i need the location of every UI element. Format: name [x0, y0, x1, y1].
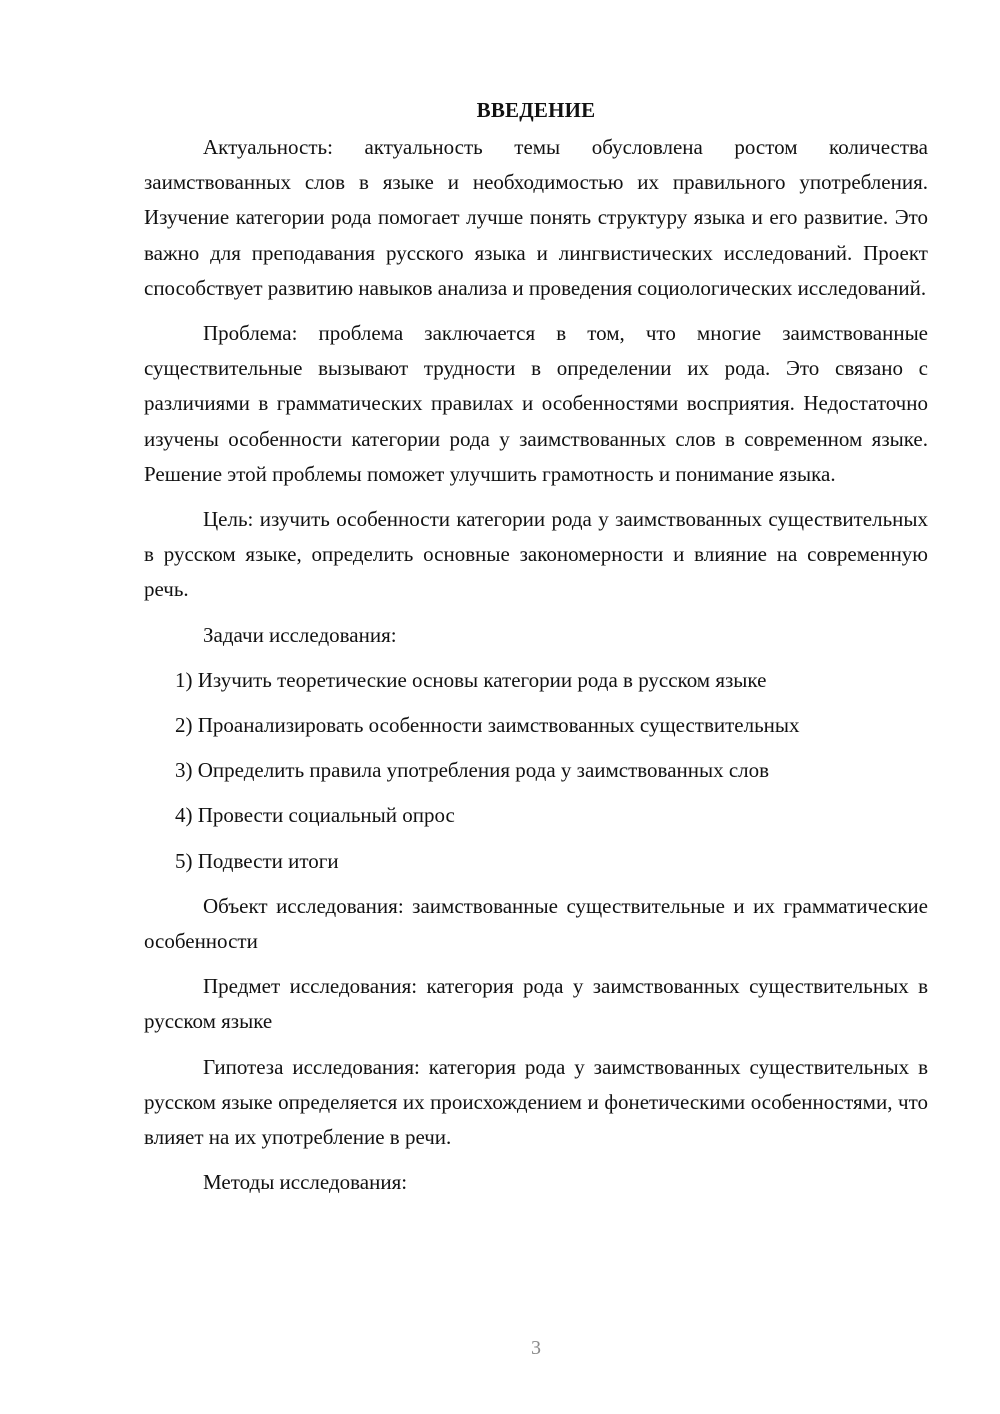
- object-paragraph: Объект исследования: заимствованные существительные и их грамматические особенности: [144, 893, 928, 954]
- methods-title: Методы исследования:: [203, 1170, 408, 1195]
- task-item-5: 5) Подвести итоги: [175, 848, 339, 873]
- tasks-title: Задачи исследования:: [203, 622, 397, 647]
- section-heading: ВВЕДЕНИЕ: [476, 98, 596, 122]
- hypothesis-paragraph: Гипотеза исследования: категория рода у заимствованных существительных в русском языке определяется их происхождением и фонетическими особенностями, что влияет на их употребление в речи.: [144, 1054, 928, 1150]
- page-number: 3: [531, 1337, 541, 1359]
- problem-paragraph: Проблема: проблема заключается в том, что многие заимствованные существительные вызывают трудности в определении их рода. Это связано с различиями в грамматических правилах и особенностями восприятия. Недостаточно изучены особенности категории рода у заимствованных слов в современном языке. Решение этой проблемы поможет улучшить грамотность и понимание языка.: [144, 321, 928, 486]
- task-item-3: 3) Определить правила употребления рода у заимствованных слов: [175, 758, 770, 783]
- task-item-1: 1) Изучить теоретические основы категории рода в русском языке: [175, 667, 767, 692]
- subject-paragraph: Предмет исследования: категория рода у заимствованных существительных в русском языке: [144, 974, 928, 1034]
- page-content: [144, 92, 928, 1210]
- goal-paragraph: Цель: изучить особенности категории рода у заимствованных существительных в русском языке, определить основные закономерности и влияние на современную речь.: [144, 507, 928, 602]
- task-item-2: 2) Проанализировать особенности заимствованных существительных: [175, 713, 800, 738]
- actuality-paragraph: Актуальность: актуальность темы обусловлена ростом количества заимствованных слов в языке и необходимостью их правильного употребления. Изучение категории рода помогает лучше понять структуру языка и его развитие. Это важно для преподавания русского языка и лингвистических исследований. Проект способствует развитию навыков анализа и проведения социологических исследований.: [144, 135, 928, 300]
- task-item-4: 4) Провести социальный опрос: [175, 803, 455, 828]
